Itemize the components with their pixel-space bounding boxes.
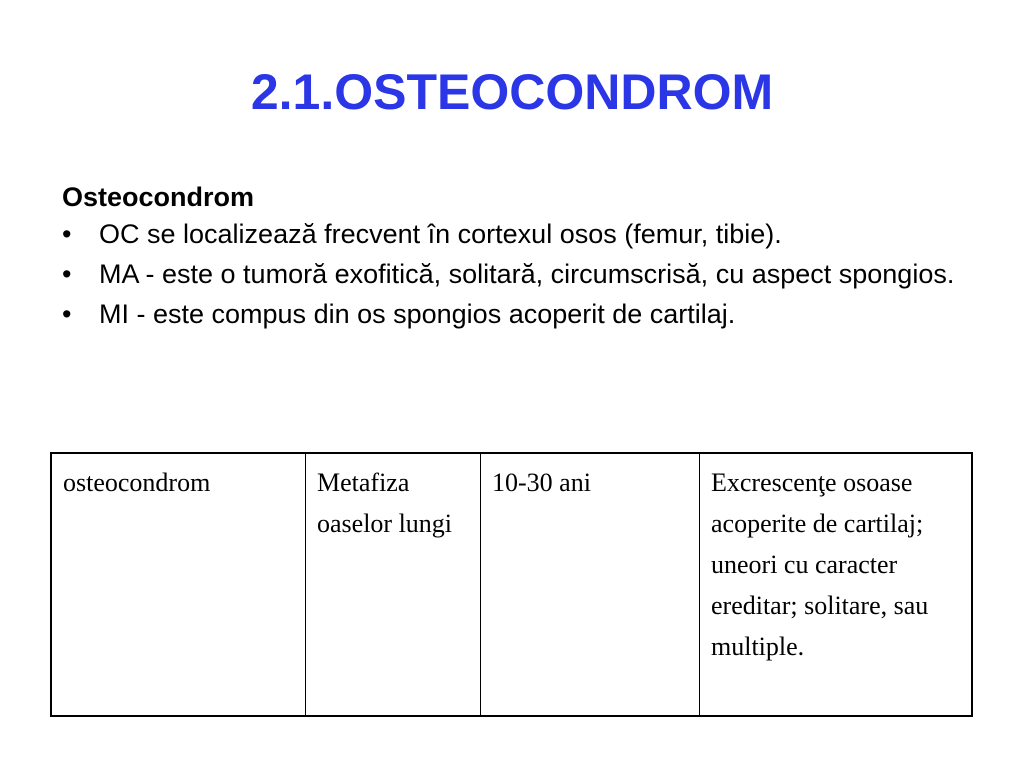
bullet-list	[62, 219, 962, 330]
table-cell-age: 10-30 ani	[481, 453, 700, 716]
bullet-text: MA - este o tumoră exofitică, solitară, circumscrisă, cu aspect spongios.	[99, 259, 955, 289]
slide-title: 2.1.OSTEOCONDROM	[250, 64, 774, 120]
bullet-marker: •	[62, 219, 72, 249]
bullet-item	[62, 219, 962, 250]
table-cell-location: Metafiza oaselor lungi	[306, 453, 481, 716]
bullet-item	[62, 259, 962, 290]
table-cell-description: Excrescenţe osoase acoperite de cartilaj; uneori cu caracter ereditar; solitare, sau multiple.	[700, 453, 973, 716]
content-area	[62, 178, 962, 330]
table-cell-name: osteocondrom	[51, 453, 306, 716]
data-table	[50, 452, 973, 717]
bullet-text: MI - este compus din os spongios acoperit de cartilaj.	[99, 299, 736, 329]
subheading: Osteocondrom	[62, 182, 255, 212]
bullet-item	[62, 299, 962, 330]
bullet-marker: •	[62, 259, 72, 289]
bullet-marker: •	[62, 299, 72, 329]
bullet-text: OC se localizează frecvent în cortexul osos (femur, tibie).	[99, 219, 782, 249]
table-row	[51, 453, 972, 716]
